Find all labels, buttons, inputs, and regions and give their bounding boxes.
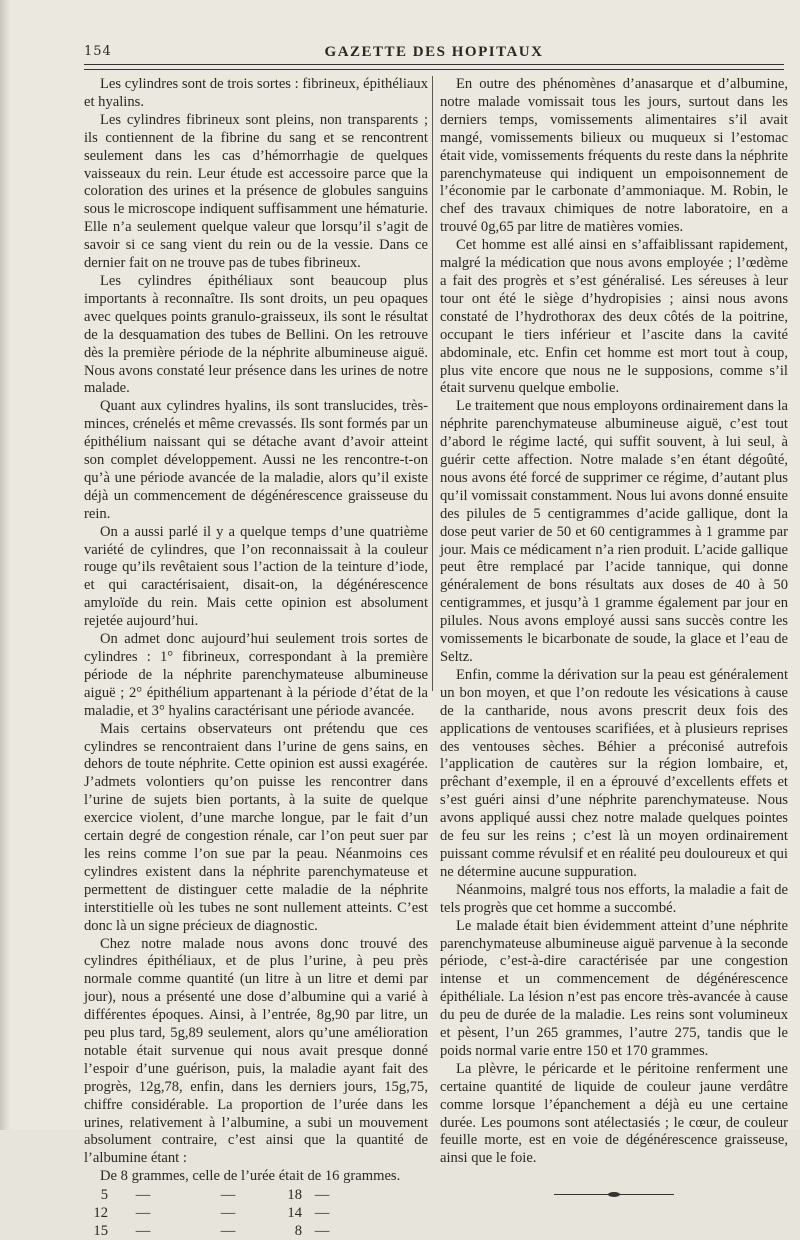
albumine-value: 15 xyxy=(93,1223,108,1240)
paragraph: En outre des phénomènes d’anasarque et d’albumine, notre malade vomissait tous les jours, surtout dans les derniers temps, vomissements alimentaires s’il avait mangé, vomissements bilieux ou muqueux si l’estomac était vide, vomissements fréquents du reste dans la néphrite parenchymateuse qui indiquent un empoisonnement de l’économie par le carbonate d’ammoniaque. M. Robin, le chef des travaux chimiques de notre laboratoire, en a trouvé 0g,65 par litre de matières vomies. xyxy=(440,76,788,236)
paragraph: Mais certains observateurs ont prétendu que ces cylindres se rencontraient dans l’urine de gens sains, en dehors de toute néphrite. Cette opinion est aussi exagérée. J’admets volontiers qu’on puisse les rencontrer dans l’urine de sujets bien portants, à la suite de quelque exercice violent, d’une marche longue, par le fait d’un certain degré de congestion rénale, car l’on peut suer par les reins comme l’on sue par la peau. Néanmoins ces cylindres existent dans la néphrite parenchymateuse et permettent de distinguer cette maladie de la néphrite interstitielle où les tubes ne sont nullement atteints. C’est donc là un signe précieux de diagnostic. xyxy=(84,720,428,934)
header-double-rule xyxy=(84,64,784,70)
paragraph: Néanmoins, malgré tous nos efforts, la maladie a fait de tels progrès que cet homme a succombé. xyxy=(440,881,788,916)
paragraph: Quant aux cylindres hyalins, ils sont translucides, très-minces, crénelés et même crevassés. Ils sont formés par un épithélium naissant qui se détache avant d’avoir atteint son complet développement. Aussi ne les rencontre-t-on qu’à une période avancée de la maladie, alors qu’il existe déjà un commencement de dégénérescence graisseuse du rein. xyxy=(84,398,428,522)
table-row xyxy=(84,1222,428,1240)
paragraph: Les cylindres épithéliaux sont beaucoup plus importants à reconnaître. Ils sont droits, un peu opaques avec quelques points granulo-graisseux, ils sont le résultat de la desquamation des tubes de Bellini. On les retrouve dès la première période de la néphrite albumineuse aiguë. Nous avons constaté leur présence dans les urines de notre malade. xyxy=(84,272,428,397)
column-divider xyxy=(432,76,433,691)
paragraph: Les cylindres fibrineux sont pleins, non transparents ; ils contiennent de la fibrine du sang et se rencontrent seulement dans les cas d’hémorrhagie de quelques vaisseaux du rein. Leur étude est accessoire parce que la coloration des urines et la présence de globules sanguins sous le microscope indiquent suffisamment une hématurie. Elle n’a seulement quelque valeur que lorsqu’il s’agit de savoir si ce sang vient du rein ou de la vessie. Dans ce dernier fait on ne trouve pas de tubes fibrineux. xyxy=(84,111,428,272)
table-row xyxy=(84,1186,428,1204)
paragraph: De 8 grammes, celle de l’urée était de 16 grammes. xyxy=(100,1168,401,1185)
albumine-value: 12 xyxy=(93,1205,108,1222)
ditto-dash: — xyxy=(135,1187,151,1204)
uree-value: 8 xyxy=(294,1223,302,1240)
table-row xyxy=(84,1204,428,1222)
albumine-uree-table xyxy=(84,1186,428,1240)
ditto-dash: — xyxy=(135,1205,151,1222)
paragraph: Cet homme est allé ainsi en s’affaiblissant rapidement, malgré la médication que nous avons employée ; l’œdème a fait des progrès et s’est généralisé. Les séreuses à leur tour ont été le siège d’hydropisies ; ainsi nous avons constaté de l’hydrothorax des deux côtés de la poitrine, occupant le tiers inférieur et l’ascite dans la cavité abdominale, etc. Enfin cet homme est mort tout à coup, plus vite encore que nous ne le supposions, comme s’il était survenu quelque embolie. xyxy=(440,237,788,397)
right-column xyxy=(440,76,788,1195)
albumine-value: 5 xyxy=(100,1187,108,1204)
ditto-dash: — xyxy=(220,1223,236,1240)
paragraph: La plèvre, le péricarde et le péritoine renferment une certaine quantité de liquide de couleur jaune verdâtre comme lorsque l’épanchement a déjà eu une certaine durée. Les poumons sont atélectasiés ; le cœur, de couleur feuille morte, est en voie de dégénérescence graisseuse, ainsi que le foie. xyxy=(440,1060,788,1167)
ditto-dash: — xyxy=(220,1205,236,1222)
page-binding-shadow xyxy=(0,0,10,1130)
ditto-dash: — xyxy=(135,1223,151,1240)
paragraph: Chez notre malade nous avons donc trouvé des cylindres épithéliaux, et de plus l’urine, à peu près normale comme quantité (un litre à un litre et demi par jour), nous a présenté une dose d’albumine qui a varié à différentes époques. Ainsi, à l’entrée, 8g,90 par litre, un peu plus tard, 5g,89 seulement, alors qu’une amélioration notable était survenue qui nous avait presque donné l’espoir d’une guérison, puis, la maladie ayant fait des progrès, 12g,78, enfin, dans les derniers jours, 15g,75, chiffre considérable. La proportion de l’urée dans les urines, relativement à l’albumine, a subi un mouvement absolument contraire, c’est ainsi que la quantité de l’albumine étant : xyxy=(84,935,428,1167)
ditto-dash: — xyxy=(314,1205,330,1222)
ditto-dash: — xyxy=(314,1187,330,1204)
paragraph: On admet donc aujourd’hui seulement trois sortes de cylindres : 1° fibrineux, correspondant à la première période de la néphrite parenchymateuse albumineuse aiguë ; 2° épithélium appartenant à la période d’état de la maladie, et 3° hyalins caractérisant une période avancée. xyxy=(84,631,428,719)
journal-title: GAZETTE DES HOPITAUX xyxy=(324,44,544,60)
paragraph: Le malade était bien évidemment atteint d’une néphrite parenchymateuse albumineuse aiguë parvenue à la seconde période, c’est-à-dire caractérisée par une congestion intense et un commencement de dégénérescence épithéliale. La lésion n’est pas encore très-avancée à cause du peu de durée de la maladie. Les reins sont volumineux et pèsent, l’un 265 grammes, l’autre 275, tandis que le poids normal varie entre 150 et 170 grammes. xyxy=(440,917,788,1059)
end-of-article-rule xyxy=(554,1194,674,1195)
left-column xyxy=(84,76,428,1240)
page-header xyxy=(84,40,784,66)
ditto-dash: — xyxy=(314,1223,330,1240)
page-number: 154 xyxy=(84,44,112,59)
paragraph: Enfin, comme la dérivation sur la peau est généralement un bon moyen, et que l’on redoute les vésications à cause de la cantharide, nous avons prescrit deux fois des applications de ventouses scarifiées, et à plusieurs reprises des ventouses sèches. Béhier a préconisé autrefois l’application de cautères sur la région lombaire, et, prêchant d’exemple, il en a éprouvé d’excellents effets et s’est guéri ainsi d’une néphrite parenchymateuse. Nous avons appliqué aussi chez notre malade quelques pointes de feu sur les reins ; c’est là un moyen ordinairement puissant comme révulsif et en réalité peu douloureux et qui ne détermine aucune suppuration. xyxy=(440,666,788,880)
paragraph: Le traitement que nous employons ordinairement dans la néphrite parenchymateuse albumineuse aiguë, c’est tout d’abord le régime lacté, qui suffit souvent, à lui seul, à guérir cette affection. Notre malade s’en étant dégoûté, nous avons été forcé de supprimer ce régime, d’autant plus qu’il vomissait constamment. Nous lui avons donné ensuite des pilules de 5 centigrammes d’acide gallique, dont la dose peut varier de 50 et 60 centigrammes à 1 gramme par jour. Mais ce médicament n’a rien produit. L’acide gallique peut être remplacé par l’acide tannique, qui donne généralement de bons résultats aux doses de 40 à 50 centigrammes, et jusqu’à 1 gramme également par jour en pilules. Nous avons employé aussi sans succès contre les vomissements le bicarbonate de soude, la glace et l’eau de Seltz. xyxy=(440,398,788,665)
uree-value: 14 xyxy=(287,1205,302,1222)
ditto-dash: — xyxy=(220,1187,236,1204)
paragraph: Les cylindres sont de trois sortes : fibrineux, épithéliaux et hyalins. xyxy=(84,76,428,110)
paragraph: On a aussi parlé il y a quelque temps d’une quatrième variété de cylindres, que l’on reconnaissait à la couleur rouge qu’ils revêtaient sous l’action de la teinture d’iode, et qui caractérisaient, disait-on, la dégénérescence amyloïde du rein. Mais cette opinion est absolument rejetée aujourd’hui. xyxy=(84,523,428,630)
uree-value: 18 xyxy=(287,1187,302,1204)
